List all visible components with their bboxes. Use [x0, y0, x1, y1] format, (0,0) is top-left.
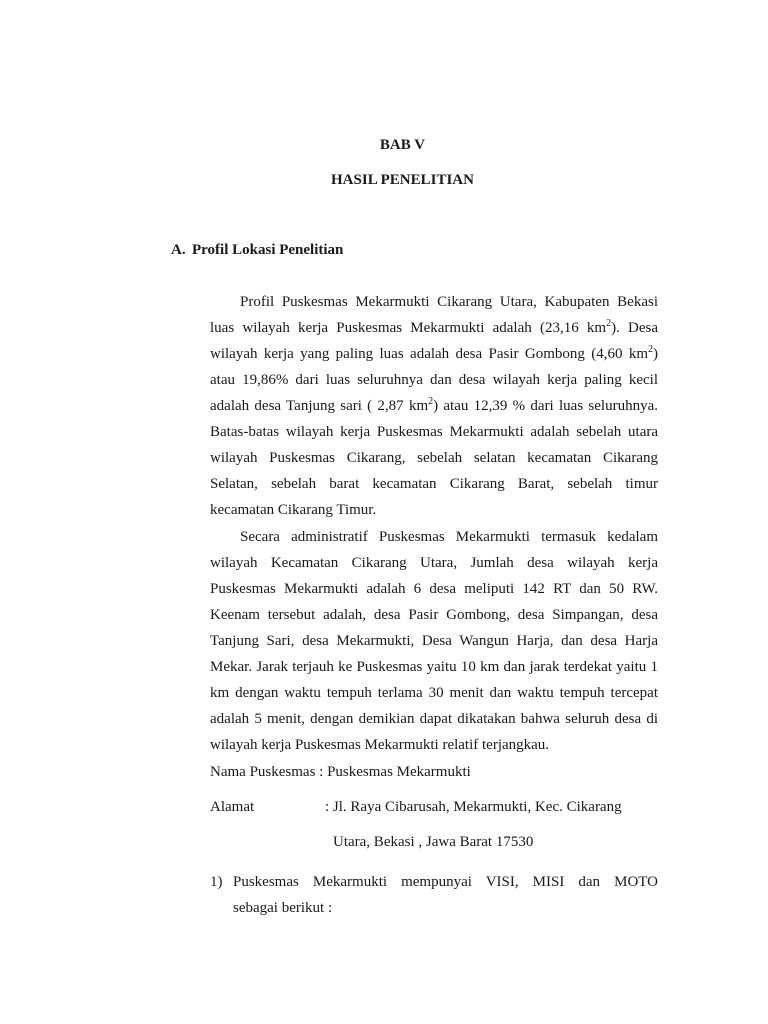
- superscript-2: 2: [428, 396, 434, 407]
- address-continuation: Utara, Bekasi , Jawa Barat 17530: [333, 834, 534, 850]
- paragraph-profile: [210, 289, 658, 523]
- paragraph-profile-part-1: Profil Puskesmas Mekarmukti Cikarang Utara, Kabupaten Bekasi luas wilayah kerja Puskesmas Mekarmukti adalah (23,16 km: [210, 294, 658, 336]
- list-item-line-2: sebagai berikut :: [233, 900, 333, 916]
- section-letter: A.: [171, 242, 186, 258]
- superscript-2: 2: [648, 344, 653, 355]
- chapter-number: BAB V: [379, 137, 426, 153]
- list-item-line-1: Puskesmas Mekarmukti mempunyai VISI, MISI dan MOTO: [233, 874, 658, 890]
- paragraph-profile-part-4: ) atau 12,39 % dari luas seluruhnya. Batas-batas wilayah kerja Puskesmas Mekarmukti adalah sebelah utara wilayah Puskesmas Cikarang, sebelah selatan kecamatan Cikarang Selatan, sebelah barat kecamatan Cikarang Barat, sebelah timur kecamatan Cikarang Timur.: [210, 398, 658, 518]
- section-heading: [171, 242, 343, 259]
- paragraph-administrative: Secara administratif Puskesmas Mekarmukti termasuk kedalam wilayah Kecamatan Cikarang Utara, Jumlah desa wilayah kerja Puskesmas Mekarmukti adalah 6 desa meliputi 142 RT dan 50 RW. Keenam tersebut adalah, desa Pasir Gombong, desa Simpangan, desa Tanjung Sari, desa Mekarmukti, Desa Wangun Harja, dan desa Harja Mekar. Jarak terjauh ke Puskesmas yaitu 10 km dan jarak terdekat yaitu 1 km dengan waktu tempuh terlama 30 menit dan waktu tempuh tercepat adalah 5 menit, dengan demikian dapat dikatakan bahwa seluruh desa di wilayah kerja Puskesmas Mekarmukti relatif terjangkau.: [210, 529, 658, 753]
- address-value: : Jl. Raya Cibarusah, Mekarmukti, Kec. Cikarang: [325, 799, 622, 815]
- paragraph-profile-part-3: ) atau 19,86% dari luas seluruhnya dan desa wilayah kerja paling kecil adalah desa Tanjung sari ( 2,87 km: [210, 346, 658, 414]
- list-item-number: 1): [210, 874, 223, 890]
- puskesmas-name-line: Nama Puskesmas : Puskesmas Mekarmukti: [210, 764, 471, 780]
- list-item: [210, 869, 658, 921]
- section-title: Profil Lokasi Penelitian: [192, 242, 344, 258]
- superscript-2: 2: [606, 318, 612, 329]
- paragraph-profile-part-2: ). Desa wilayah kerja yang paling luas adalah desa Pasir Gombong (4,60 km: [210, 320, 658, 362]
- address-label: Alamat: [210, 799, 255, 815]
- chapter-title: HASIL PENELITIAN: [331, 172, 474, 188]
